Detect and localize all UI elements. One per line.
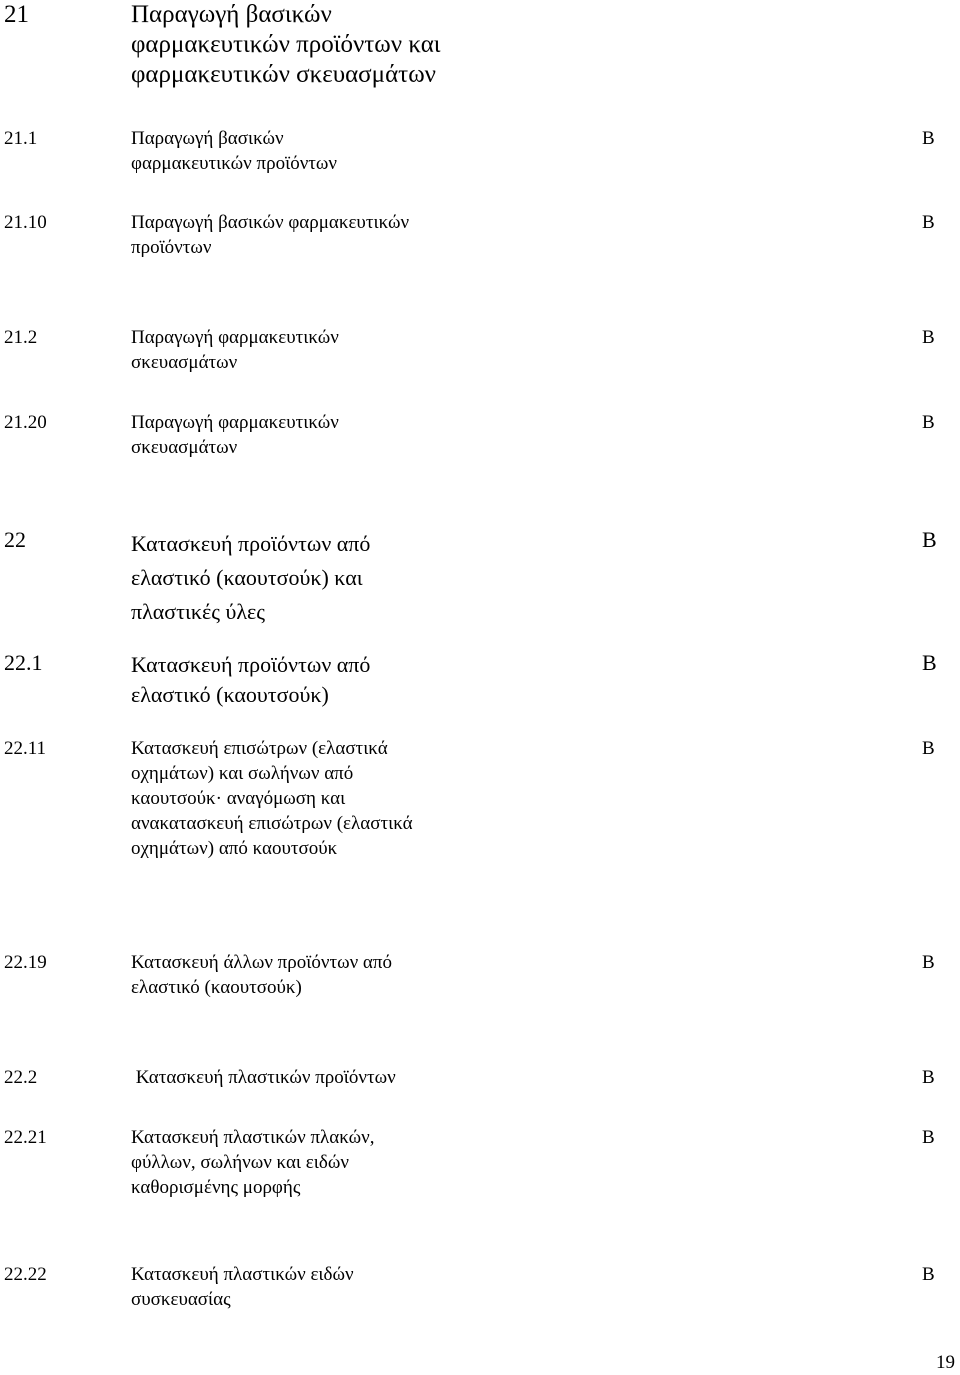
entry-code: 22.21 [4, 1127, 47, 1148]
entry-code: 22.22 [4, 1264, 47, 1285]
entry-title-line: φύλλων, σωλήνων και ειδών [131, 1152, 349, 1173]
entry-title-line: σκευασμάτων [131, 352, 238, 373]
entry-title-line: καουτσούκ· αναγόμωση και [131, 788, 346, 809]
entry-title [131, 410, 339, 460]
entry-title-line: φαρμακευτικών προϊόντων και [131, 31, 441, 58]
entry-title-line: Κατασκευή πλαστικών πλακών, [131, 1127, 375, 1148]
entry-title-line: Κατασκευή προϊόντων από [131, 652, 371, 677]
entry-title-line: Παραγωγή βασικών [131, 1, 332, 28]
entry-title-line: Παραγωγή βασικών φαρμακευτικών [131, 212, 410, 233]
entry-grade: B [922, 952, 935, 973]
entry-title-line: προϊόντων [131, 237, 212, 258]
entry-grade: B [922, 412, 935, 433]
entry-code: 21.2 [4, 327, 38, 348]
entry-grade: B [922, 1067, 935, 1088]
entry-title-line: Παραγωγή φαρμακευτικών [131, 327, 339, 348]
entry-title-line: φαρμακευτικών σκευασμάτων [131, 61, 436, 88]
entry-code: 22.11 [4, 738, 47, 759]
entry-grade: B [922, 650, 937, 675]
entry-title-line: Παραγωγή φαρμακευτικών [131, 412, 339, 433]
entry-title-line: πλαστικές ύλες [131, 599, 265, 624]
entry-code: 22.1 [4, 650, 43, 675]
entry-title-line: ελαστικό (καουτσούκ) [131, 977, 302, 998]
entry-title [131, 210, 409, 260]
entry-title-line: οχημάτων) από καουτσούκ [131, 838, 338, 859]
entry-title [131, 527, 370, 629]
entry-code: 22.19 [4, 952, 47, 973]
entry-title-line: σκευασμάτων [131, 437, 238, 458]
entry-grade: B [922, 1264, 935, 1285]
entry-title-line: φαρμακευτικών προϊόντων [131, 153, 338, 174]
entry-code: 21.1 [4, 128, 38, 149]
entry-code: 21.20 [4, 412, 47, 433]
entry-title-line: ελαστικό (καουτσούκ) [131, 682, 329, 707]
entry-title-line: Κατασκευή πλαστικών προϊόντων [131, 1067, 396, 1088]
entry-title-line: Κατασκευή επισώτρων (ελαστικά [131, 738, 388, 759]
entry-title [131, 650, 370, 710]
entry-code: 21.10 [4, 212, 47, 233]
entry-title-line: Κατασκευή άλλων προϊόντων από [131, 952, 392, 973]
entry-title-line: οχημάτων) και σωλήνων από [131, 763, 354, 784]
entry-title [131, 950, 392, 1000]
entry-title [131, 1262, 354, 1312]
entry-grade: B [922, 527, 937, 552]
entry-title [131, 1065, 396, 1090]
entry-title-line: συσκευασίας [131, 1289, 231, 1310]
entry-title [131, 736, 413, 861]
entry-title-line: καθορισμένης μορφής [131, 1177, 301, 1198]
entry-title [131, 325, 339, 375]
entry-title [131, 0, 441, 90]
entry-grade: B [922, 1127, 935, 1148]
entry-grade: B [922, 738, 935, 759]
entry-title-line: ελαστικό (καουτσούκ) και [131, 565, 363, 590]
page-number: 19 [936, 1352, 955, 1373]
entry-title-line: Κατασκευή πλαστικών ειδών [131, 1264, 354, 1285]
entry-code: 21 [4, 1, 29, 28]
entry-grade: B [922, 212, 935, 233]
entry-code: 22 [4, 527, 26, 552]
entry-title-line: Κατασκευή προϊόντων από [131, 531, 371, 556]
entry-title-line: Παραγωγή βασικών [131, 128, 284, 149]
entry-code: 22.2 [4, 1067, 38, 1088]
entry-grade: B [922, 128, 935, 149]
entry-title [131, 1125, 374, 1200]
entry-grade: B [922, 327, 935, 348]
entry-title-line: ανακατασκευή επισώτρων (ελαστικά [131, 813, 413, 834]
entry-title [131, 126, 337, 176]
